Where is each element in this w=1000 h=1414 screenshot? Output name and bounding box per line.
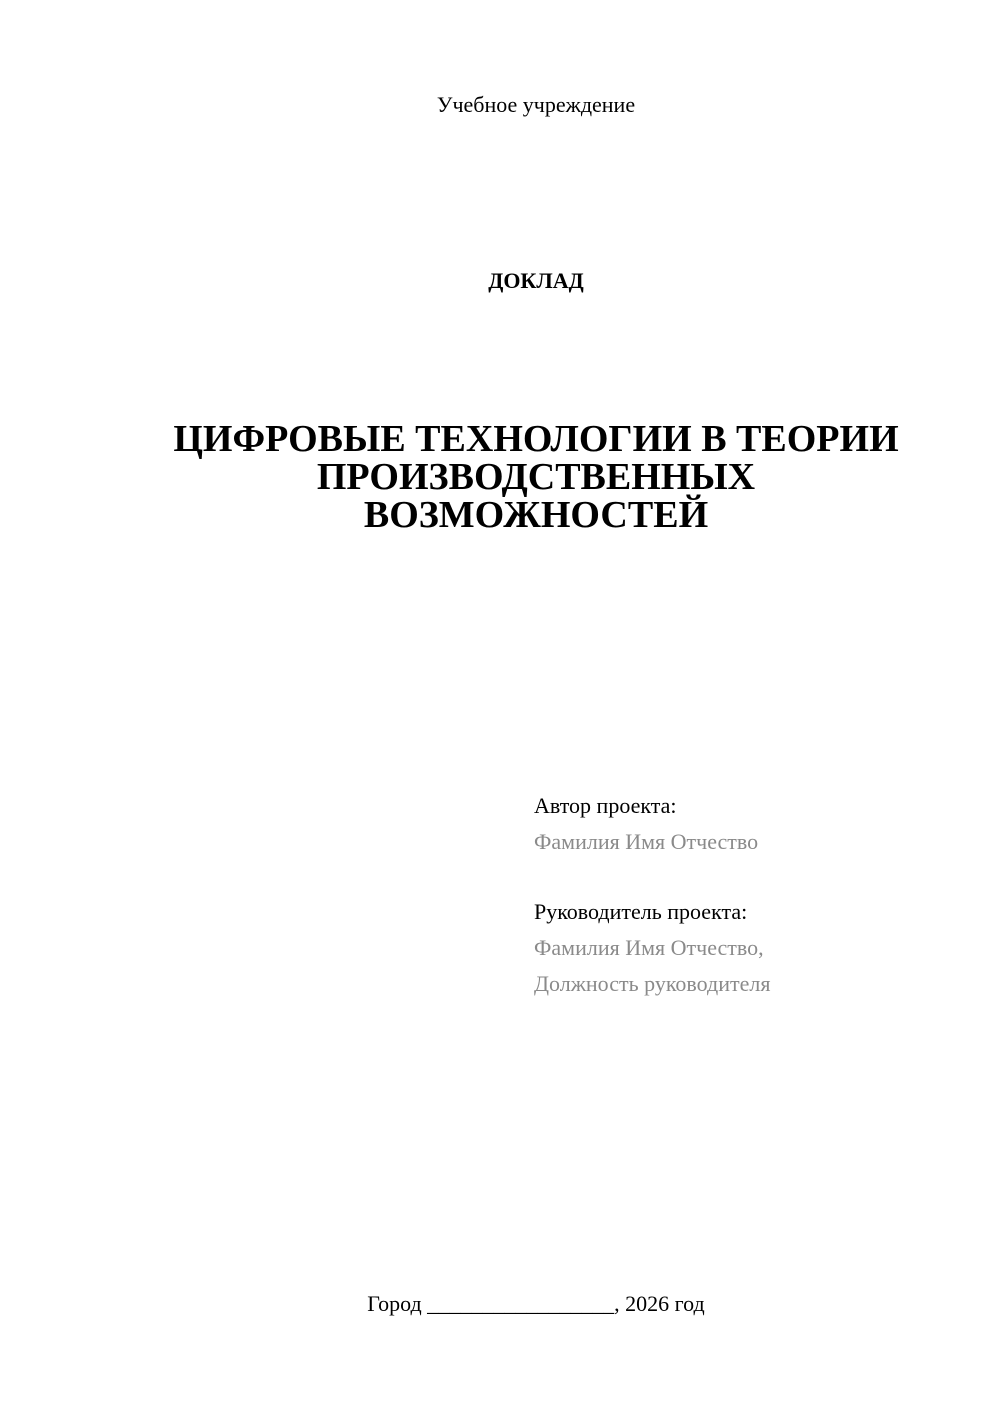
author-label: Автор проекта:: [534, 793, 677, 818]
report-title: [150, 420, 922, 534]
supervisor-position: Должность руководителя: [534, 971, 771, 996]
author-block: [534, 788, 974, 1002]
document-type: ДОКЛАД: [488, 268, 584, 293]
city-year-line: Город _________________, 2026 год: [367, 1291, 705, 1316]
report-title-line-2: ПРОИЗВОДСТВЕННЫХ: [316, 456, 756, 498]
report-title-line-1: ЦИФРОВЫЕ ТЕХНОЛОГИИ В ТЕОРИИ: [173, 418, 899, 460]
report-title-line-3: ВОЗМОЖНОСТЕЙ: [363, 494, 709, 536]
supervisor-label: Руководитель проекта:: [534, 899, 748, 924]
block-spacer: [534, 860, 974, 894]
institution-name: Учебное учреждение: [436, 92, 636, 117]
author-name: Фамилия Имя Отчество: [534, 829, 759, 854]
supervisor-name: Фамилия Имя Отчество,: [534, 935, 764, 960]
